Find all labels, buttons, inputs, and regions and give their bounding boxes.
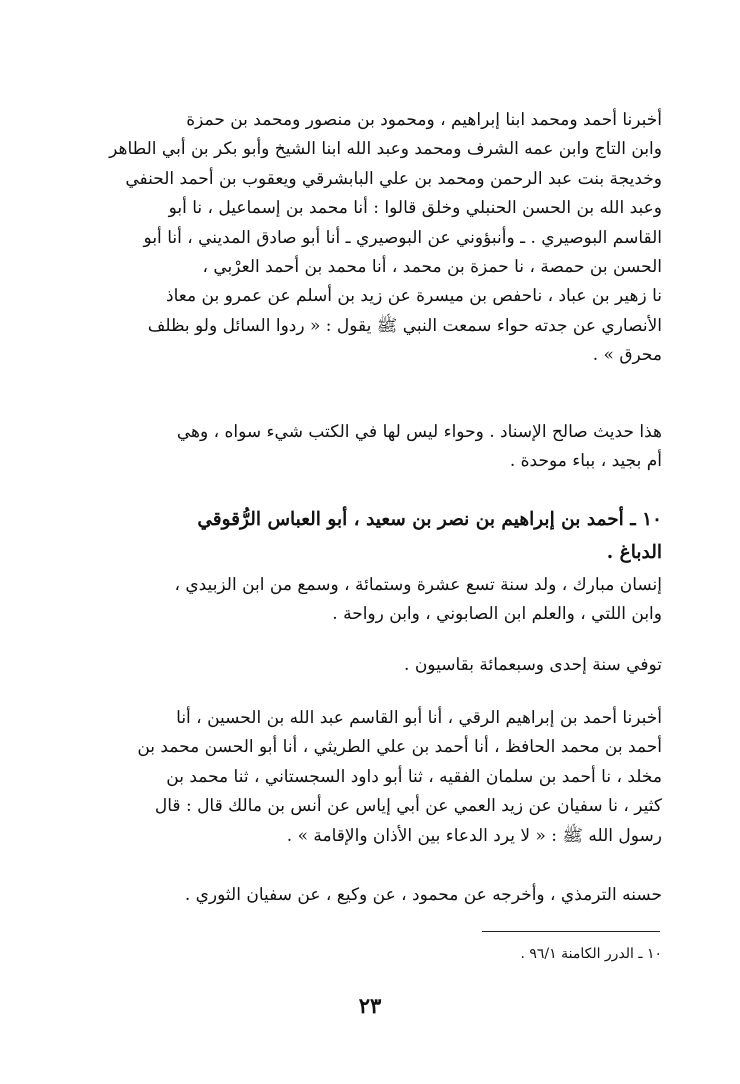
text-line: أخبرنا أحمد ومحمد ابنا إبراهيم ، ومحمود بن منصور ومحمد بن حمزة [186, 110, 662, 130]
entry-heading [92, 503, 662, 569]
heading-line: ١٠ ـ أحمد بن إبراهيم بن نصر بن سعيد ، أبو العباس الرُّقوقي [197, 509, 662, 530]
death-date-paragraph [92, 651, 662, 680]
grading-paragraph [92, 881, 662, 910]
text-line: توفي سنة إحدى وسبعمائة بقاسيون . [404, 655, 662, 675]
text-line: وابن اللتي ، والعلم ابن الصابوني ، وابن رواحة . [332, 604, 662, 625]
heading-line: الدباغ . [606, 542, 662, 563]
text-line: أخبرنا أحمد بن إبراهيم الرقي ، أنا أبو القاسم عبد الله بن الحسين ، أنا [176, 708, 662, 728]
text-line: القاسم البوصيري . ـ وأنبؤوني عن البوصيري ـ أنا أبو صادق المديني ، أنا أبو [143, 227, 662, 248]
footnote: ١٠ ـ الدرر الكامنة ٩٦/١ . [520, 946, 662, 962]
text-line: كثير ، نا سفيان عن زيد العمي عن أبي إياس عن أنس بن مالك قال : قال [154, 796, 662, 817]
footnote-divider [482, 931, 660, 932]
text-line: رسول الله ﷺ : « لا يرد الدعاء بين الأذان والإقامة » . [286, 825, 662, 846]
text-line: نا زهير بن عباد ، ناحفص بن ميسرة عن زيد بن أسلم عن عمرو بن معاذ [166, 286, 662, 307]
text-line: وعبد الله بن الحسن الحنبلي وخلق قالوا : أنا محمد بن إسماعيل ، نا أبو [168, 198, 662, 219]
text-line: أم بجيد ، بباء موحدة . [509, 451, 662, 472]
text-line: الحسن بن حمصة ، نا حمزة بن محمد ، أنا محمد بن أحمد العرْبي ، [202, 257, 662, 278]
page-number: ٢٣ [358, 993, 382, 1018]
text-line: مخلد ، نا أحمد بن سلمان الفقيه ، ثنا أبو داود السجستاني ، ثنا محمد بن [166, 766, 662, 787]
text-line: أحمد بن محمد الحافظ ، أنا أحمد بن علي الطريثي ، أنا أبو الحسن محمد بن [137, 737, 662, 758]
text-line: حسنه الترمذي ، وأخرجه عن محمود ، عن وكيع ، عن سفيان الثوري . [184, 885, 662, 905]
text-line: وابن التاج وابن عمه الشرف ومحمد وعبد الله ابنا الشيخ وأبو بكر بن أبي الطاهر [109, 139, 662, 160]
hadith-paragraph-1 [92, 106, 662, 371]
text-line: إنسان مبارك ، ولد سنة تسع عشرة وستمائة ، وسمع من ابن الزبيدي ، [174, 575, 662, 595]
text-line: وخديجة بنت عبد الرحمن ومحمد بن علي البابشرقي ويعقوب بن أحمد الحنفي [125, 168, 662, 189]
commentary-paragraph [92, 418, 662, 477]
hadith-paragraph-2 [92, 704, 662, 851]
biography-paragraph [92, 571, 662, 630]
text-line: الأنصاري عن جدته حواء سمعت النبي ﷺ يقول : « ردوا السائل ولو بظلف [147, 315, 662, 336]
text-line: هذا حديث صالح الإسناد . وحواء ليس لها في الكتب شيء سواه ، وهي [176, 422, 662, 442]
text-line: محرق » . [592, 345, 662, 366]
